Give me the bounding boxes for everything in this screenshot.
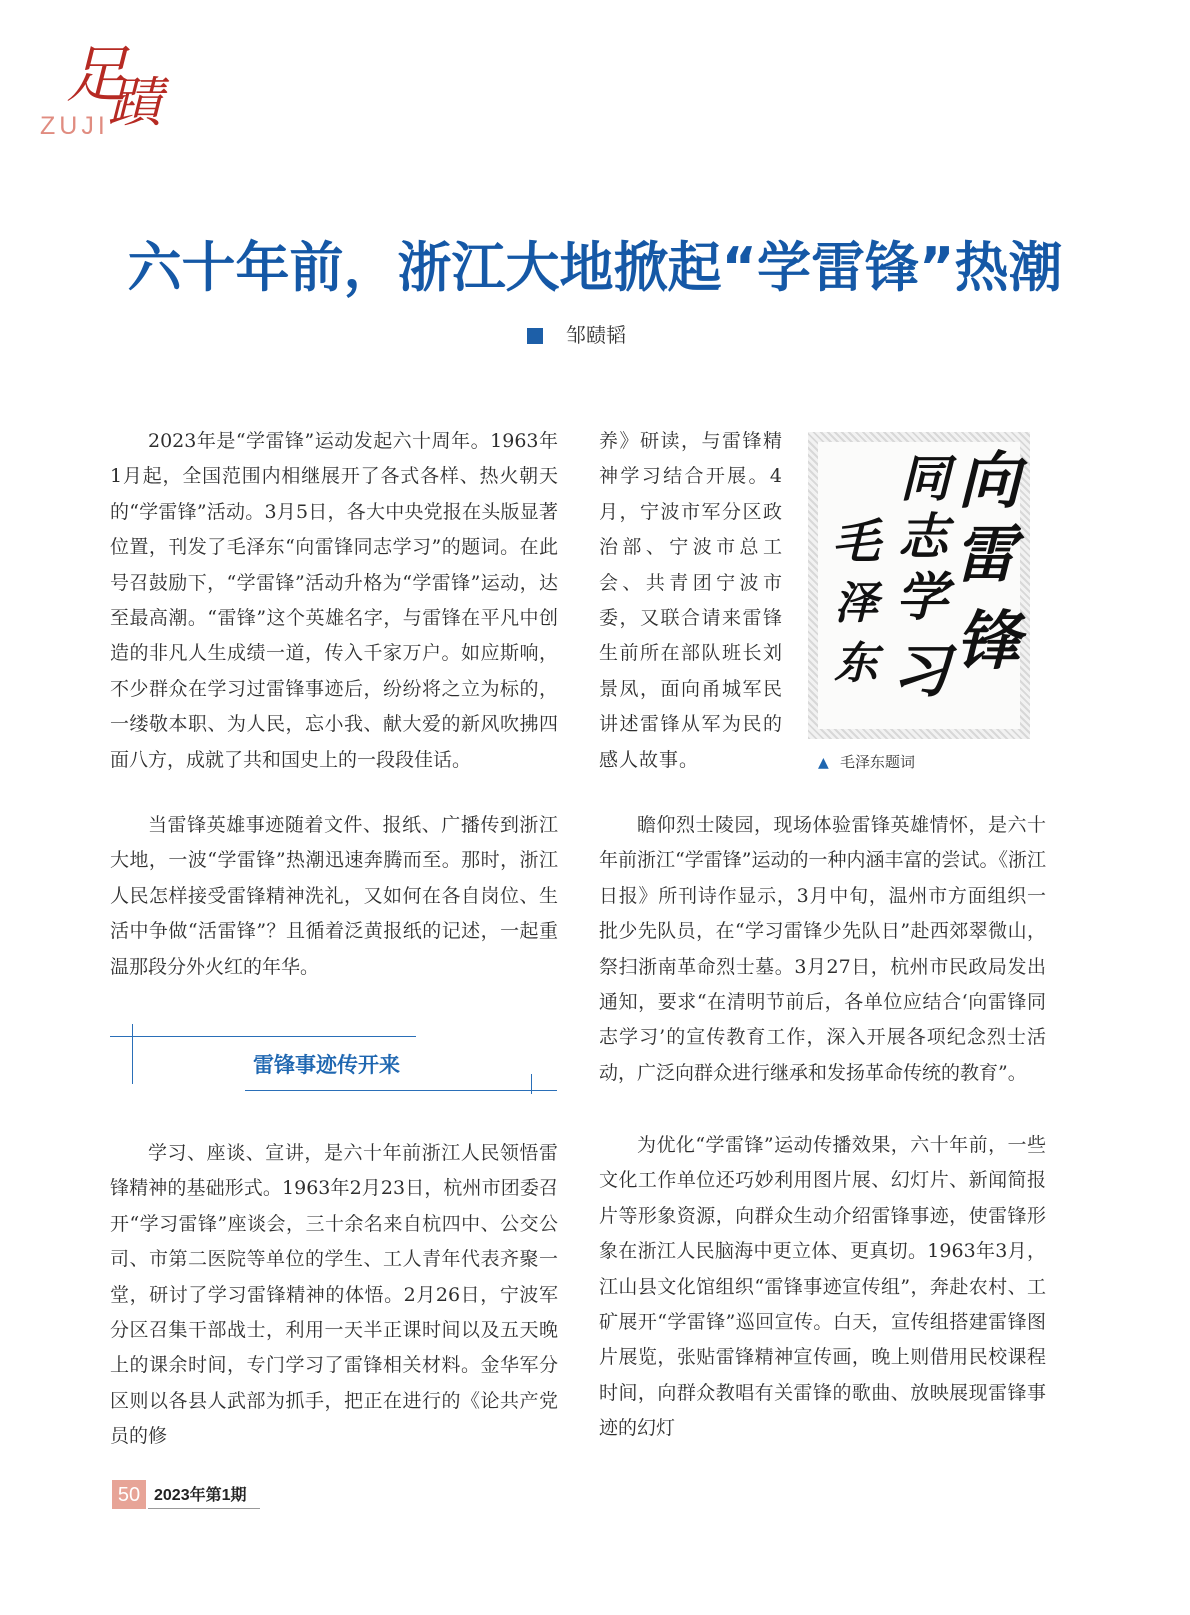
body-paragraph-2: 当雷锋英雄事迹随着文件、报纸、广播传到浙江大地，一波“学雷锋”热潮迅速奔腾而至。那时，浙江人民怎样接受雷锋精神洗礼，又如何在各自岗位、生活中争做“活雷锋”？且循着泛黄报纸的记述，一起重温那段分外火红的年华。 — [110, 814, 558, 978]
article-title: 六十年前，浙江大地掀起“学雷锋”热潮 — [127, 236, 1063, 299]
body-paragraph-3: 学习、座谈、宣讲，是六十年前浙江人民领悟雷锋精神的基础形式。1963年2月23日，杭州市团委召开“学习雷锋”座谈会，三十余名来自杭四中、公交公司、市第二医院等单位的学生、工人青年代表齐聚一堂，研讨了学习雷锋精神的体悟。2月26日，宁波军分区召集干部战士，利用一天半正课时间以及五天晚上的课余时间，专门学习了雷锋相关材料。金华军分区则以各县人武部为抓手，把正在进行的《论共产党员的修 — [110, 1142, 558, 1448]
author-marker-icon — [527, 328, 543, 344]
calligraphy-char: 学 — [896, 567, 949, 628]
calligraphy-char: 同 — [900, 449, 950, 508]
body-paragraph-4: 养》研读，与雷锋精神学习结合开展。4月，宁波市军分区政治部、宁波市总工会、共青团宁波市委，又联合请来雷锋生前所在部队班长刘景凤，面向甬城军民讲述雷锋从军为民的感人故事。 — [599, 430, 783, 771]
calligraphy-char: 锋 — [956, 604, 1020, 679]
calligraphy-char: 毛 — [832, 514, 881, 570]
body-paragraph-5: 瞻仰烈士陵园，现场体验雷锋英雄情怀，是六十年前浙江“学雷锋”运动的一种内涵丰富的尝试。《浙江日报》所刊诗作显示，3月中旬，温州市方面组织一批少先队员，在“学习雷锋少先队日”赴西郊翠微山，祭扫浙南革命烈士墓。3月27日，杭州市民政局发出通知，要求“在清明节前后，各单位应结合‘向雷锋同志学习’的宣传教育工作，深入开展各项纪念烈士活动，广泛向群众进行继承和发扬革命传统的教育”。 — [599, 814, 1046, 1084]
calligraphy-char: 志 — [898, 507, 948, 566]
footer-divider — [148, 1508, 260, 1509]
calligraphy-char: 雷 — [954, 518, 1017, 591]
caption-triangle-icon: ▲ — [818, 755, 829, 771]
issue-label: 2023年第1期 — [154, 1487, 247, 1504]
figure-caption: 毛泽东题词 — [840, 753, 916, 771]
body-paragraph-6: 为优化“学雷锋”运动传播效果，六十年前，一些文化工作单位还巧妙利用图片展、幻灯片、新闻简报片等形象资源，向群众生动介绍雷锋事迹，使雷锋形象在浙江人民脑海中更立体、更真切。1963年3月，江山县文化馆组织“雷锋事迹宣传组”，奔赴农村、工矿展开“学雷锋”巡回宣传。白天，宣传组搭建雷锋图片展览，张贴雷锋精神宣传画，晚上则借用民校课程时间，向群众教唱有关雷锋的歌曲、放映展现雷锋事迹的幻灯 — [599, 1134, 1046, 1440]
article-author: 邹赜韬 — [566, 323, 626, 347]
body-paragraph-1: 2023年是“学雷锋”运动发起六十周年。1963年1月起，全国范围内相继展开了各式各样、热火朝天的“学雷锋”活动。3月5日，各大中央党报在头版显著位置，刊发了毛泽东“向雷锋同志学习”的题词。在此号召鼓励下，“学雷锋”活动升格为“学雷锋”运动，达至最高潮。“雷锋”这个英雄名字，与雷锋在平凡中创造的非凡人生成绩一道，传入千家万户。如应斯响，不少群众在学习过雷锋事迹后，纷纷将之立为标的，一缕敬本职、为人民，忘小我、献大爱的新风吹拂四面八方，成就了共和国史上的一段段佳话。 — [110, 430, 558, 771]
calligraphy-image — [808, 432, 1030, 739]
section-heading: 雷锋事迹传开来 — [253, 1053, 400, 1077]
calligraphy-char: 泽 — [834, 578, 878, 629]
logo-char-zu: 足 — [66, 38, 125, 111]
logo-pinyin: ZUJI — [40, 112, 109, 140]
calligraphy-char: 东 — [834, 638, 878, 689]
page-number: 50 — [117, 1484, 141, 1506]
calligraphy-char: 习 — [892, 637, 951, 705]
logo-char-ji: 蹟 — [108, 71, 162, 134]
calligraphy-char: 向 — [958, 444, 1021, 517]
